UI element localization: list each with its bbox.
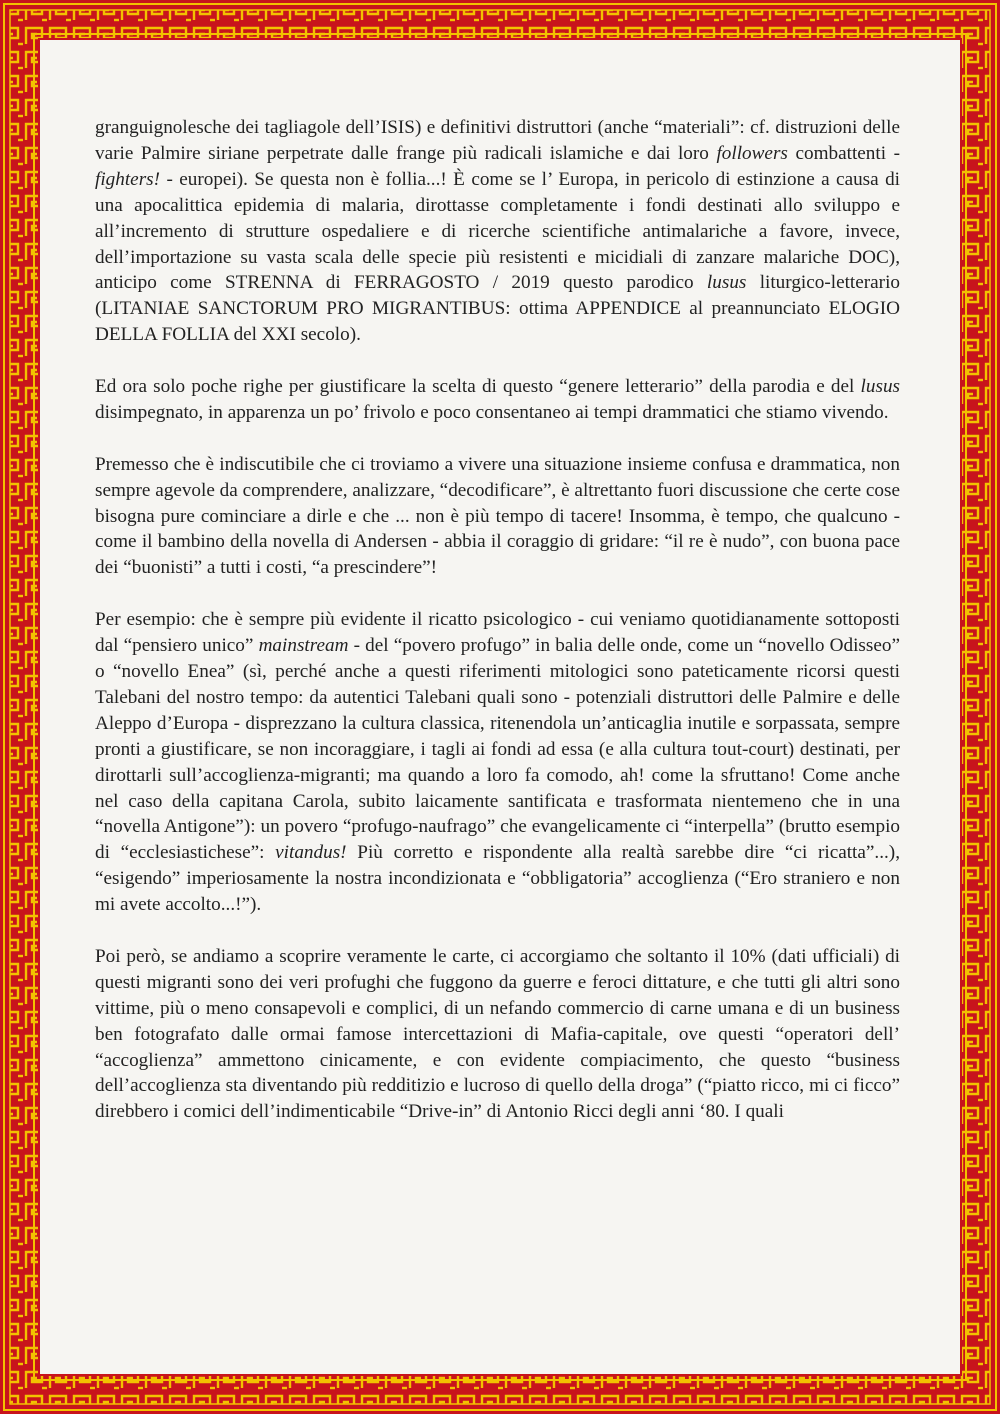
italic-term: fighters!: [95, 168, 161, 190]
italic-term: lusus: [860, 376, 900, 398]
italic-term: mainstream: [258, 635, 349, 657]
text-run: Per esempio: che è sempre più evidente il ricatto psicologico - cui veniamo quotidianamente sottoposti dal “pensiero unico”: [95, 609, 900, 657]
article-text: [95, 115, 900, 1151]
paragraph: [95, 944, 900, 1125]
text-run: Più corretto e rispondente alla realtà sarebbe dire “ci ricatta”...), “esigendo” imperiosamente la nostra incondizionata e “obbligatoria” accoglienza (“Ero straniero e non mi avete accolto...!”).: [95, 842, 900, 916]
text-run: - del “povero profugo” in balia delle onde, come un “novello Odisseo” o “novello Enea” (sì, perché anche a questi riferimenti mitologici sono pateticamente ricorsi questi Talebani del nostro tempo: da autentici Talebani quali sono - potenziali distruttori delle Palmire e delle Aleppo d’Europa - disprezzano la cultura classica, ritenendola un’anticaglia inutile e sorpassata, sempre pronti a giustificare, se non incoraggiare, i tagli ai fondi ad essa (e alla cultura tout-court) destinati, per dirottarli sull’accoglienza-migranti; ma quando a loro fa comodo, ah! come la sfruttano! Come anche nel caso della capitana Carola, subito laicamente santificata e trasformata nientemeno che in una “novella Antigone”): un povero “profugo-naufrago” che evangelicamente ci “interpella” (brutto esempio di “ecclesiastichese”:: [95, 635, 900, 864]
text-run: - europei). Se questa non è follia...! È come se l’ Europa, in pericolo di estinzione a causa di una apocalittica epidemia di malaria, dirottasse completamente i fondi destinati allo sviluppo e all’incremento di strutture ospedaliere e di ricerche scientifiche antimalariche a favore, invece, dell’importazione su vasta scala delle specie più resistenti e micidiali di zanzare malariche DOC), anticipo come STRENNA di FERRAGOSTO / 2019 questo parodico: [95, 168, 900, 294]
text-run: liturgico-letterario (LITANIAE SANCTORUM PRO MIGRANTIBUS: ottima APPENDICE al preannunciato ELOGIO DELLA FOLLIA del XXI secolo).: [95, 272, 900, 346]
text-run: granguignolesche dei tagliagole dell’ISIS) e definitivi distruttori (anche “materiali”: cf. distruzioni delle varie Palmire siriane perpetrate dalle frange più radicali islamiche e dai loro: [95, 117, 900, 164]
page-body: [40, 40, 960, 1374]
text-run: disimpegnato, in apparenza un po’ frivolo e poco consentaneo ai tempi drammatici che stiamo vivendo.: [95, 401, 889, 423]
paragraph: [95, 607, 900, 918]
italic-term: followers: [716, 142, 788, 164]
paragraph: [95, 452, 900, 582]
text-run: Premesso che è indiscutibile che ci troviamo a vivere una situazione insieme confusa e drammatica, non sempre agevole da comprendere, analizzare, “decodificare”, è altrettanto fuori discussione che certe cose bisogna pure cominciare a dirle e che ... non è più tempo di tacere! Insomma, è tempo, che qualcuno - come il bambino della novella di Andersen - abbia il coraggio di gridare: “il re è nudo”, con buona pace dei “buonisti” a tutti i costi, “a prescindere”!: [95, 453, 900, 579]
text-run: Ed ora solo poche righe per giustificare la scelta di questo “genere letterario” della parodia e del: [95, 376, 861, 398]
italic-term: lusus: [706, 272, 747, 294]
text-run: Poi però, se andiamo a scoprire veramente le carte, ci accorgiamo che soltanto il 10% (dati ufficiali) di questi migranti sono dei veri profughi che fuggono da guerre e feroci dittature, e che tutti gli altri sono vittime, più o meno consapevoli e complici, di un nefando commercio di carne umana e di un business ben fotografato dalle ormai famose intercettazioni di Mafia-capitale, ove questi “operatori dell’ “accoglienza” ammettono cinicamente, e con evidente compiacimento, che questo “business dell’accoglienza sta diventando più redditizio e lucroso di quello della droga” (“piatto ricco, mi ci ficco” direbbero i comici dell’indimenticabile “Drive-in” di Antonio Ricci degli anni ‘80. I quali: [95, 945, 900, 1123]
italic-term: vitandus!: [275, 842, 347, 864]
text-run: combattenti -: [787, 142, 901, 164]
paragraph: [95, 115, 900, 348]
paragraph: [95, 374, 900, 426]
